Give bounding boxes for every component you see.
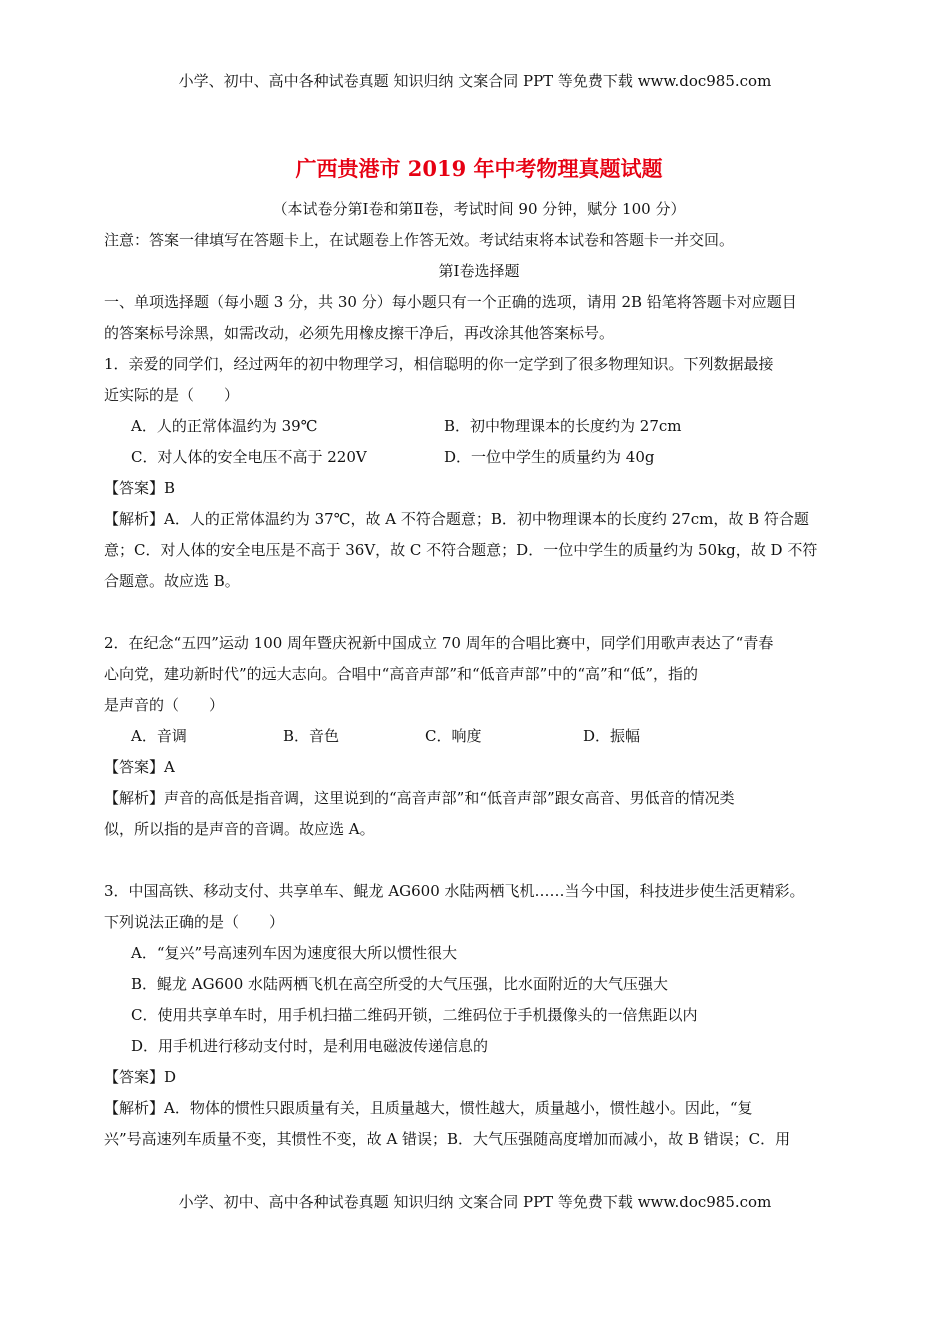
question-2-stem: 2．在纪念“五四”运动 100 周年暨庆祝新中国成立 70 周年的合唱比赛中，同学们用歌声表达了“青春 (104, 634, 774, 652)
section-instruction-line: 一、单项选择题（每小题 3 分，共 30 分）每小题只有一个正确的选项，请用 2B 铅笔将答题卡对应题目 (104, 293, 797, 311)
page-footer: 小学、初中、高中各种试卷真题 知识归纳 文案合同 PPT 等免费下载 www.doc985.com (178, 1193, 772, 1211)
question-2-stem: 是声音的（ ） (104, 696, 225, 714)
question-1-stem: 近实际的是（ ） (104, 386, 240, 404)
question-1-analysis: 【解析】A．人的正常体温约为 37℃，故 A 不符合题意；B．初中物理课本的长度约 27cm，故 B 符合题 (104, 510, 809, 528)
question-1-options-row (104, 411, 854, 442)
question-3-stem: 3．中国高铁、移动支付、共享单车、鲲龙 AG600 水陆两栖飞机……当今中国，科技进步使生活更精彩。 (104, 882, 805, 900)
question-3-answer: 【答案】D (104, 1068, 177, 1086)
document-body (104, 150, 854, 1155)
page-title: 广西贵港市 2019 年中考物理真题试题 (295, 156, 663, 181)
question-2-answer: 【答案】A (104, 758, 175, 776)
question-2-options-row (104, 721, 854, 752)
question-3-option-d: D．用手机进行移动支付时，是利用电磁波传递信息的 (131, 1037, 489, 1055)
question-1-analysis: 意；C．对人体的安全电压是不高于 36V，故 C 不符合题意；D．一位中学生的质量约为 50kg，故 D 不符 (104, 541, 818, 559)
question-2-analysis: 似，所以指的是声音的音调。故应选 A。 (104, 820, 375, 838)
question-1-option-d: D．一位中学生的质量约为 40g (444, 448, 655, 466)
question-1-option-a: A．人的正常体温约为 39℃ (131, 417, 318, 435)
subtitle: （本试卷分第Ⅰ卷和第Ⅱ卷，考试时间 90 分钟，赋分 100 分） (272, 200, 686, 218)
question-3-option-c: C．使用共享单车时，用手机扫描二维码开锁，二维码位于手机摄像头的一倍焦距以内 (131, 1006, 698, 1024)
section-instruction-line: 的答案标号涂黑，如需改动，必须先用橡皮擦干净后，再改涂其他答案标号。 (104, 324, 615, 342)
question-1-answer: 【答案】B (104, 479, 176, 497)
question-3-option-b: B．鲲龙 AG600 水陆两栖飞机在高空所受的大气压强，比水面附近的大气压强大 (131, 975, 669, 993)
question-3-stem: 下列说法正确的是（ ） (104, 913, 285, 931)
question-2-stem: 心向党，建功新时代”的远大志向。合唱中“高音声部”和“低音声部”中的“高”和“低”，指的 (104, 665, 699, 683)
notice: 注意：答案一律填写在答题卡上，在试题卷上作答无效。考试结束将本试卷和答题卡一并交回。 (104, 231, 735, 249)
question-2-option-a: A．音调 (131, 727, 187, 745)
question-1-analysis: 合题意。故应选 B。 (104, 572, 240, 590)
part-title: 第Ⅰ卷选择题 (438, 262, 520, 280)
question-1-options-row (104, 442, 854, 473)
question-2-option-b: B．音色 (283, 727, 340, 745)
question-3-option-a: A．“复兴”号高速列车因为速度很大所以惯性很大 (131, 944, 458, 962)
question-2-analysis: 【解析】声音的高低是指音调，这里说到的“高音声部”和“低音声部”跟女高音、男低音的情况类 (104, 789, 735, 807)
question-1-option-c: C．对人体的安全电压不高于 220V (131, 448, 367, 466)
question-3-analysis: 兴”号高速列车质量不变，其惯性不变，故 A 错误；B．大气压强随高度增加而减小，故 B 错误；C．用 (104, 1130, 791, 1148)
question-1-stem: 1．亲爱的同学们，经过两年的初中物理学习，相信聪明的你一定学到了很多物理知识。下列数据最接 (104, 355, 774, 373)
question-2-option-c: C．响度 (425, 727, 482, 745)
question-3-analysis: 【解析】A．物体的惯性只跟质量有关，且质量越大，惯性越大，质量越小，惯性越小。因此，“复 (104, 1099, 753, 1117)
question-2-option-d: D．振幅 (583, 727, 641, 745)
page-header: 小学、初中、高中各种试卷真题 知识归纳 文案合同 PPT 等免费下载 www.doc985.com (178, 72, 772, 90)
question-1-option-b: B．初中物理课本的长度约为 27cm (444, 417, 682, 435)
